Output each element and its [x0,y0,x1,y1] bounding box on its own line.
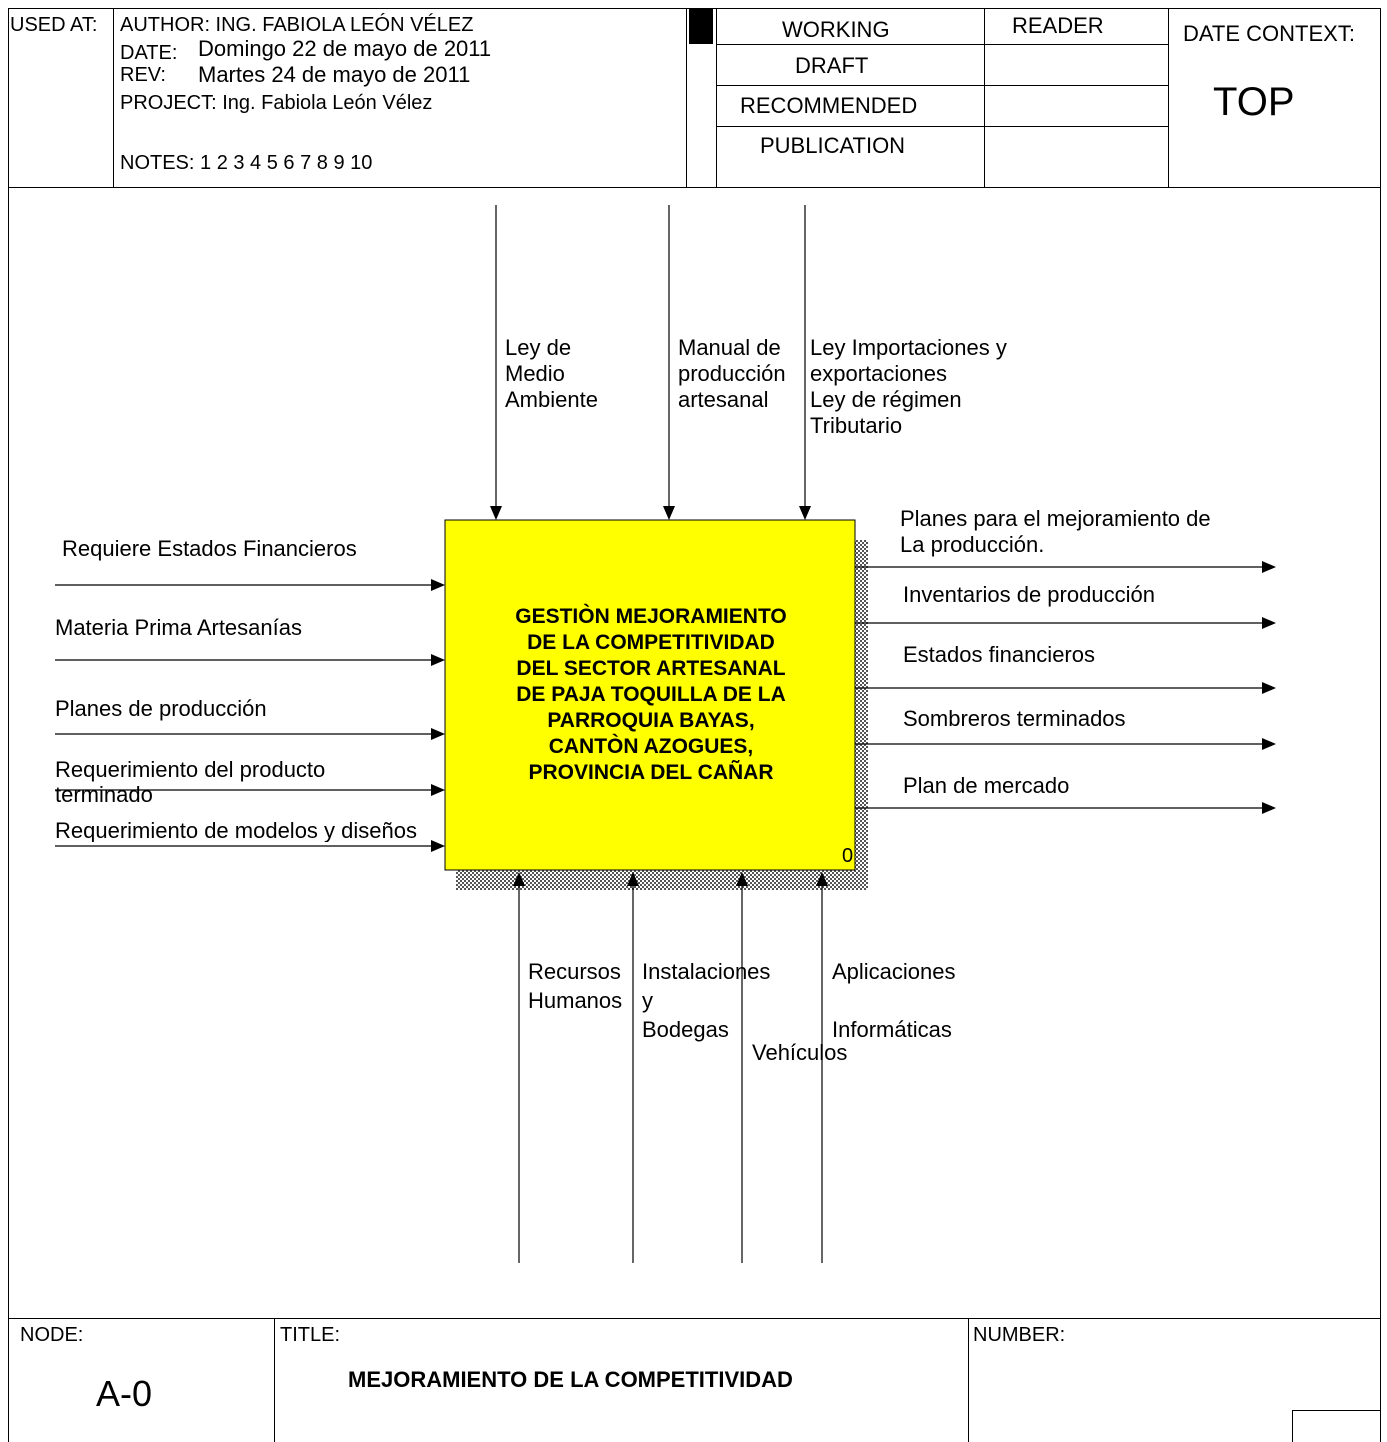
author-label: AUTHOR: ING. FABIOLA LEÓN VÉLEZ [120,14,474,36]
page-title: MEJORAMIENTO DE LA COMPETITIVIDAD [348,1367,793,1392]
mechanism-arrow [513,872,525,1263]
output-arrow [855,617,1276,629]
input-arrow [55,654,445,666]
mechanism-label-vehiculos: Vehículos [752,1040,848,1065]
output-label-estados-financieros: Estados financieros [903,642,1095,667]
mechanism-label-recursos-humanos: Recursos Humanos [528,959,623,1013]
input-label-materia-prima: Materia Prima Artesanías [55,615,302,640]
node-label: NODE: [20,1324,84,1346]
activity-box-number: 0 [842,845,854,867]
output-arrow [855,682,1276,694]
control-arrow [663,205,675,520]
control-label-ley-medio-ambiente: Ley de Medio Ambiente [505,335,598,412]
input-label-modelos-disenos: Requerimiento de modelos y diseños [55,818,417,842]
input-label-planes-produccion: Planes de producción [55,696,267,721]
mechanism-label-instalaciones: Instalaciones y Bodegas [642,959,771,1042]
notes-label: NOTES: 1 2 3 4 5 6 7 8 9 10 [120,152,373,174]
output-label-planes-mejoramiento: Planes para el mejoramiento de La producción. [900,506,1211,557]
control-arrow [490,205,502,520]
input-arrow [55,579,445,591]
number-label: NUMBER: [973,1324,1066,1346]
output-label-plan-mercado: Plan de mercado [903,773,1070,798]
output-arrow [855,561,1276,573]
input-label-requerimiento-producto: Requerimiento del producto terminado [55,757,326,807]
output-label-inventarios: Inventarios de producción [903,582,1155,607]
control-label-ley-importaciones: Ley Importaciones y exportaciones Ley de régimen Tributario [810,335,1007,438]
status-recommended: RECOMMENDED [740,93,918,118]
status-working: WORKING [782,17,890,42]
rev-label: REV: [120,64,166,86]
mechanism-arrow [627,872,639,1263]
status-publication: PUBLICATION [760,133,906,158]
input-label-clip [55,818,444,842]
date-value: Domingo 22 de mayo de 2011 [198,36,492,61]
activity-box-title: GESTIÒN MEJORAMIENTO DE LA COMPETITIVIDAD DEL SECTOR ARTESANAL DE PAJA TOQUILLA DE LA PARROQUIA BAYAS, CANTÒN AZOGUES, PROVINCIA DEL CAÑAR [515,605,787,784]
context-value: TOP [1213,80,1295,124]
input-label-estados-financieros: Requiere Estados Financieros [62,536,357,561]
mechanism-arrow [736,872,748,1263]
title-label: TITLE: [280,1324,341,1346]
project-label: PROJECT: Ing. Fabiola León Vélez [120,92,433,114]
node-value: A-0 [96,1373,153,1414]
reader-label: READER [1012,13,1104,38]
date-label: DATE: [120,42,178,64]
date-context-label: DATE CONTEXT: [1183,21,1355,46]
output-arrow [855,738,1276,750]
rev-value: Martes 24 de mayo de 2011 [198,62,471,87]
mechanism-arrow [816,872,828,1263]
output-label-sombreros: Sombreros terminados [903,706,1126,731]
input-arrow [55,728,445,740]
status-draft: DRAFT [795,53,869,78]
control-label-manual-produccion: Manual de producción artesanal [678,335,786,412]
used-at-label: USED AT: [10,14,98,36]
mechanism-label-aplicaciones: Aplicaciones Informáticas [832,959,956,1042]
output-arrow [855,802,1276,814]
